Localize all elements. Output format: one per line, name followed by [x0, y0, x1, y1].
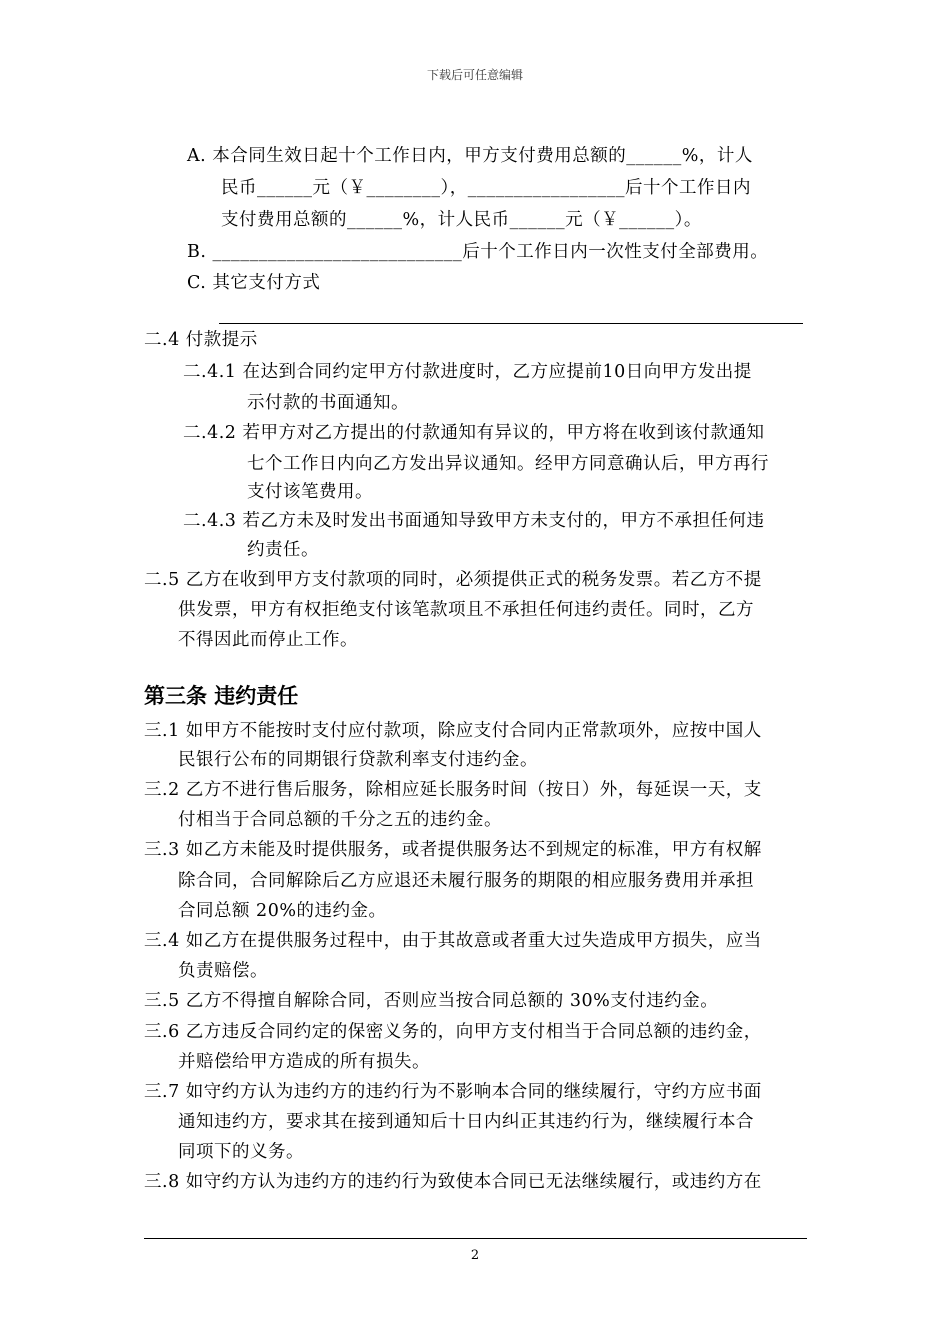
- clause-3-3-line-2: 除合同，合同解除后乙方应退还未履行服务的期限的相应服务费用并承担: [178, 871, 754, 891]
- option-c-line-1: C. 其它支付方式: [187, 273, 321, 293]
- option-a-line-2: 民币______元（￥________），_________________后十个工作日内: [221, 178, 751, 198]
- clause-3-1-line-2: 民银行公布的同期银行贷款利率支付违约金。: [178, 750, 538, 770]
- clause-3-4-line-1: 三.4 如乙方在提供服务过程中，由于其故意或者重大过失造成甲方损失，应当: [144, 931, 762, 951]
- clause-2-4-1-line-1: 二.4.1 在达到合同约定甲方付款进度时，乙方应提前10日向甲方发出提: [183, 362, 752, 382]
- option-b-line-1: B. ___________________________后十个工作日内一次性支付全部费用。: [187, 242, 769, 262]
- option-a-line-3: 支付费用总额的______%，计人民币______元（￥______）。: [221, 210, 702, 230]
- clause-3-5-line-1: 三.5 乙方不得擅自解除合同，否则应当按合同总额的 30%支付违约金。: [144, 991, 719, 1011]
- clause-3-6-line-1: 三.6 乙方违反合同约定的保密义务的，向甲方支付相当于合同总额的违约金，: [144, 1022, 762, 1042]
- article-3-heading: 第三条 违约责任: [144, 683, 299, 708]
- option-a-line-1: A. 本合同生效日起十个工作日内，甲方支付费用总额的______%，计人: [187, 146, 753, 166]
- footer-divider: [144, 1238, 807, 1239]
- clause-3-2-line-2: 付相当于合同总额的千分之五的违约金。: [178, 810, 502, 830]
- blank-fill-line: [219, 323, 803, 324]
- page-number: 2: [470, 1248, 480, 1263]
- section-2-5-line-3: 不得因此而停止工作。: [178, 630, 358, 650]
- clause-3-3-line-3: 合同总额 20%的违约金。: [178, 901, 387, 921]
- clause-2-4-3-line-1: 二.4.3 若乙方未及时发出书面通知导致甲方未支付的，甲方不承担任何违: [183, 511, 765, 531]
- section-2-5-line-1: 二.5 乙方在收到甲方支付款项的同时，必须提供正式的税务发票。若乙方不提: [144, 570, 762, 590]
- clause-2-4-3-line-2: 约责任。: [247, 540, 319, 560]
- page-header: 下载后可任意编辑: [426, 68, 523, 82]
- clause-2-4-2-line-2: 七个工作日内向乙方发出异议通知。经甲方同意确认后，甲方再行: [247, 454, 769, 474]
- section-2-5-line-2: 供发票，甲方有权拒绝支付该笔款项且不承担任何违约责任。同时，乙方: [178, 600, 754, 620]
- clause-2-4-1-line-2: 示付款的书面通知。: [247, 393, 409, 413]
- clause-3-2-line-1: 三.2 乙方不进行售后服务，除相应延长服务时间（按日）外，每延误一天，支: [144, 780, 762, 800]
- clause-3-7-line-3: 同项下的义务。: [178, 1142, 304, 1162]
- clause-3-6-line-2: 并赔偿给甲方造成的所有损失。: [178, 1052, 430, 1072]
- clause-3-1-line-1: 三.1 如甲方不能按时支付应付款项，除应支付合同内正常款项外，应按中国人: [144, 721, 762, 741]
- clause-3-8-line-1: 三.8 如守约方认为违约方的违约行为致使本合同已无法继续履行，或违约方在: [144, 1172, 762, 1192]
- clause-3-7-line-2: 通知违约方，要求其在接到通知后十日内纠正其违约行为，继续履行本合: [178, 1112, 754, 1132]
- clause-2-4-2-line-3: 支付该笔费用。: [247, 482, 373, 502]
- clause-2-4-2-line-1: 二.4.2 若甲方对乙方提出的付款通知有异议的，甲方将在收到该付款通知: [183, 423, 765, 443]
- clause-3-4-line-2: 负责赔偿。: [178, 961, 268, 981]
- clause-3-7-line-1: 三.7 如守约方认为违约方的违约行为不影响本合同的继续履行，守约方应书面: [144, 1082, 762, 1102]
- clause-3-3-line-1: 三.3 如乙方未能及时提供服务，或者提供服务达不到规定的标准，甲方有权解: [144, 840, 762, 860]
- section-2-4-title: 二.4 付款提示: [144, 330, 258, 350]
